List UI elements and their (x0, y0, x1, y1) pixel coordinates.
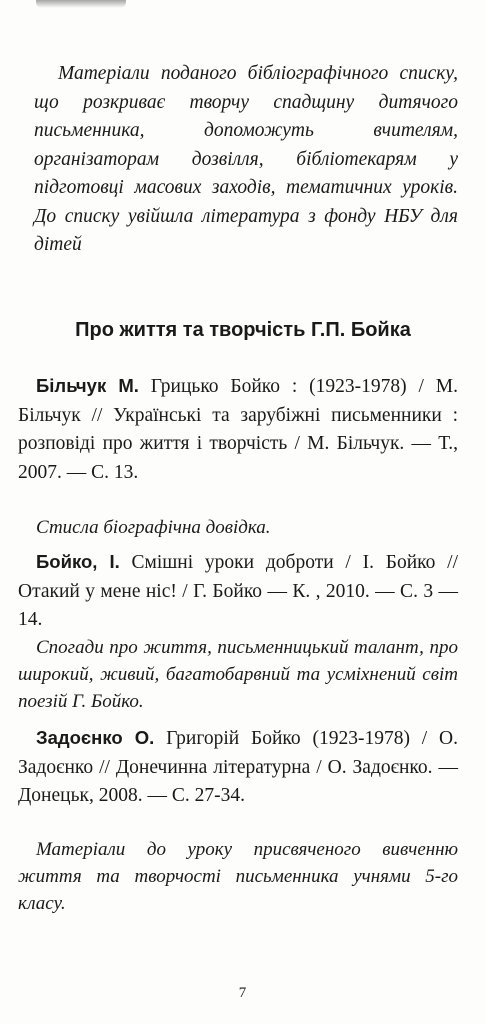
entry-author: Задоєнко О. (36, 727, 155, 748)
entry-author: Бойко, І. (36, 551, 120, 572)
entry-text: Смішні уроки доброти / І. Бойко // Отакий у мене ніс! / Г. Бойко — К. , 2010. — С. 3 — 14. (18, 552, 458, 630)
entry-annotation-1: Стисла біографічна довідка. (36, 517, 271, 538)
entry-annotation-3: Матеріали до уроку присвяченого вивченню життя та творчості письменника учнями 5-го класу. (18, 839, 458, 914)
entry-annotation-2: Спогади про життя, письменницький талант, про широкий, живий, багатобарвний та усміхнений світ поезій Г. Бойко. (18, 637, 458, 712)
entry-text: Грицько Бойко : (1923-1978) / М. Більчук // Українські та зарубіжні письменники : розповіді про життя і творчість / М. Більчук. — Т., 2007. — С. 13. (18, 376, 458, 483)
scan-smudge (36, 0, 126, 8)
bibliography-entry-2 (18, 548, 458, 635)
entry-text: Григорій Бойко (1923-1978) / О. Задоєнко // Донечинна літературна / О. Задоєнко. — Донецьк, 2008. — С. 27-34. (18, 728, 459, 806)
entry-author: Більчук М. (36, 375, 139, 396)
bibliography-entry-1 (18, 372, 458, 487)
bibliography-entry-3 (18, 724, 458, 811)
intro-paragraph: Матеріали поданого бібліографічного списку, що розкриває творчу спадщину дитячого письменника, допоможуть вчителям, організаторам дозвілля, бібліотекарям у підготовці масових заходів, тематичних уроків. До списку увійшла література з фонду НБУ для дітей (34, 63, 458, 255)
section-heading: Про життя та творчість Г.П. Бойка (75, 319, 411, 341)
page-number: 7 (238, 985, 247, 1001)
